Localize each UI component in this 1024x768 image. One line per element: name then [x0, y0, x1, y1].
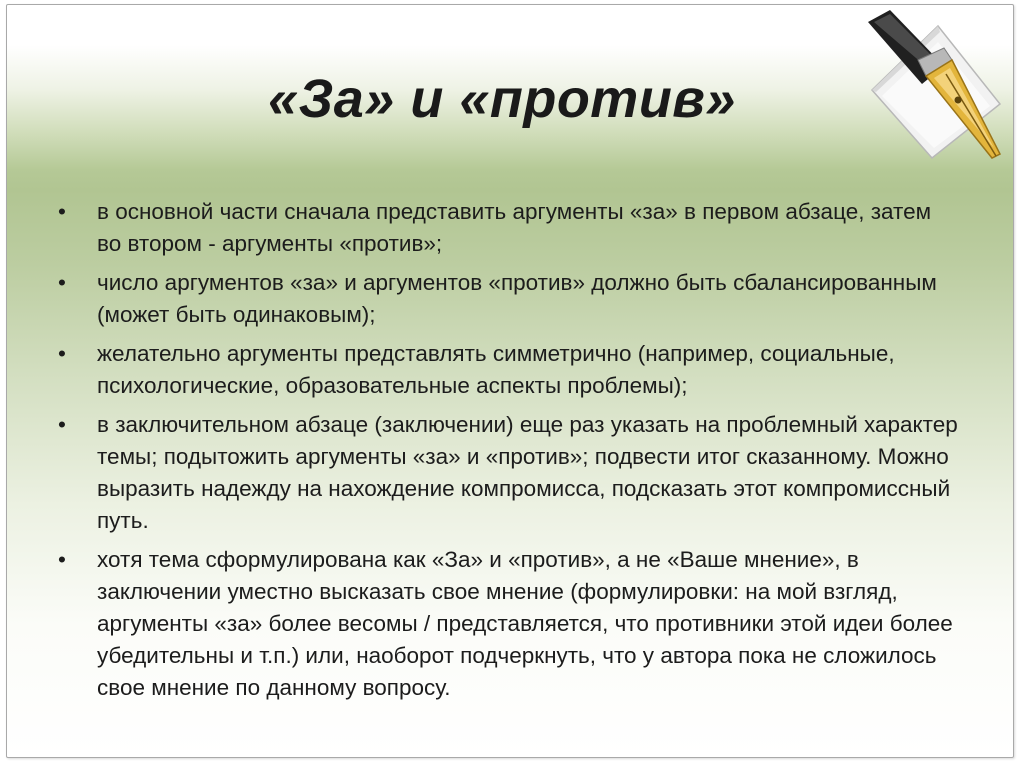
list-item — [58, 196, 958, 260]
list-item — [58, 267, 958, 331]
bullet-marker: • — [58, 547, 66, 572]
bullet-text: в заключительном абзаце (заключении) еще раз указать на проблемный характер темы; подытожить аргументы «за» и «против»; подвести итог сказанному. Можно выразить надежду на нахождение компромисса, подсказать этот компромиссный путь. — [97, 412, 958, 533]
slide-title: «За» и «против» — [268, 69, 736, 129]
list-item — [58, 409, 958, 537]
bullet-text: хотя тема сформулирована как «За» и «против», а не «Ваше мнение», в заключении уместно высказать свое мнение (формулировки: на мой взгляд, аргументы «за» более весомы / представляется, что противники этой идеи более убедительны и т.п.) или, наоборот подчеркнуть, что у автора пока не сложилось свое мнение по данному вопросу. — [97, 547, 953, 700]
list-item — [58, 338, 958, 402]
bullet-marker: • — [58, 270, 66, 295]
bullet-list — [58, 196, 958, 711]
bullet-marker: • — [58, 341, 66, 366]
bullet-marker: • — [58, 412, 66, 437]
fountain-pen-icon — [860, 8, 1010, 160]
bullet-text: желательно аргументы представлять симметрично (например, социальные, психологические, образовательные аспекты проблемы); — [97, 341, 895, 398]
list-item — [58, 544, 958, 704]
bullet-text: число аргументов «за» и аргументов «против» должно быть сбалансированным (может быть одинаковым); — [97, 270, 937, 327]
bullet-marker: • — [58, 199, 66, 224]
bullet-text: в основной части сначала представить аргументы «за» в первом абзаце, затем во втором - аргументы «против»; — [97, 199, 932, 256]
